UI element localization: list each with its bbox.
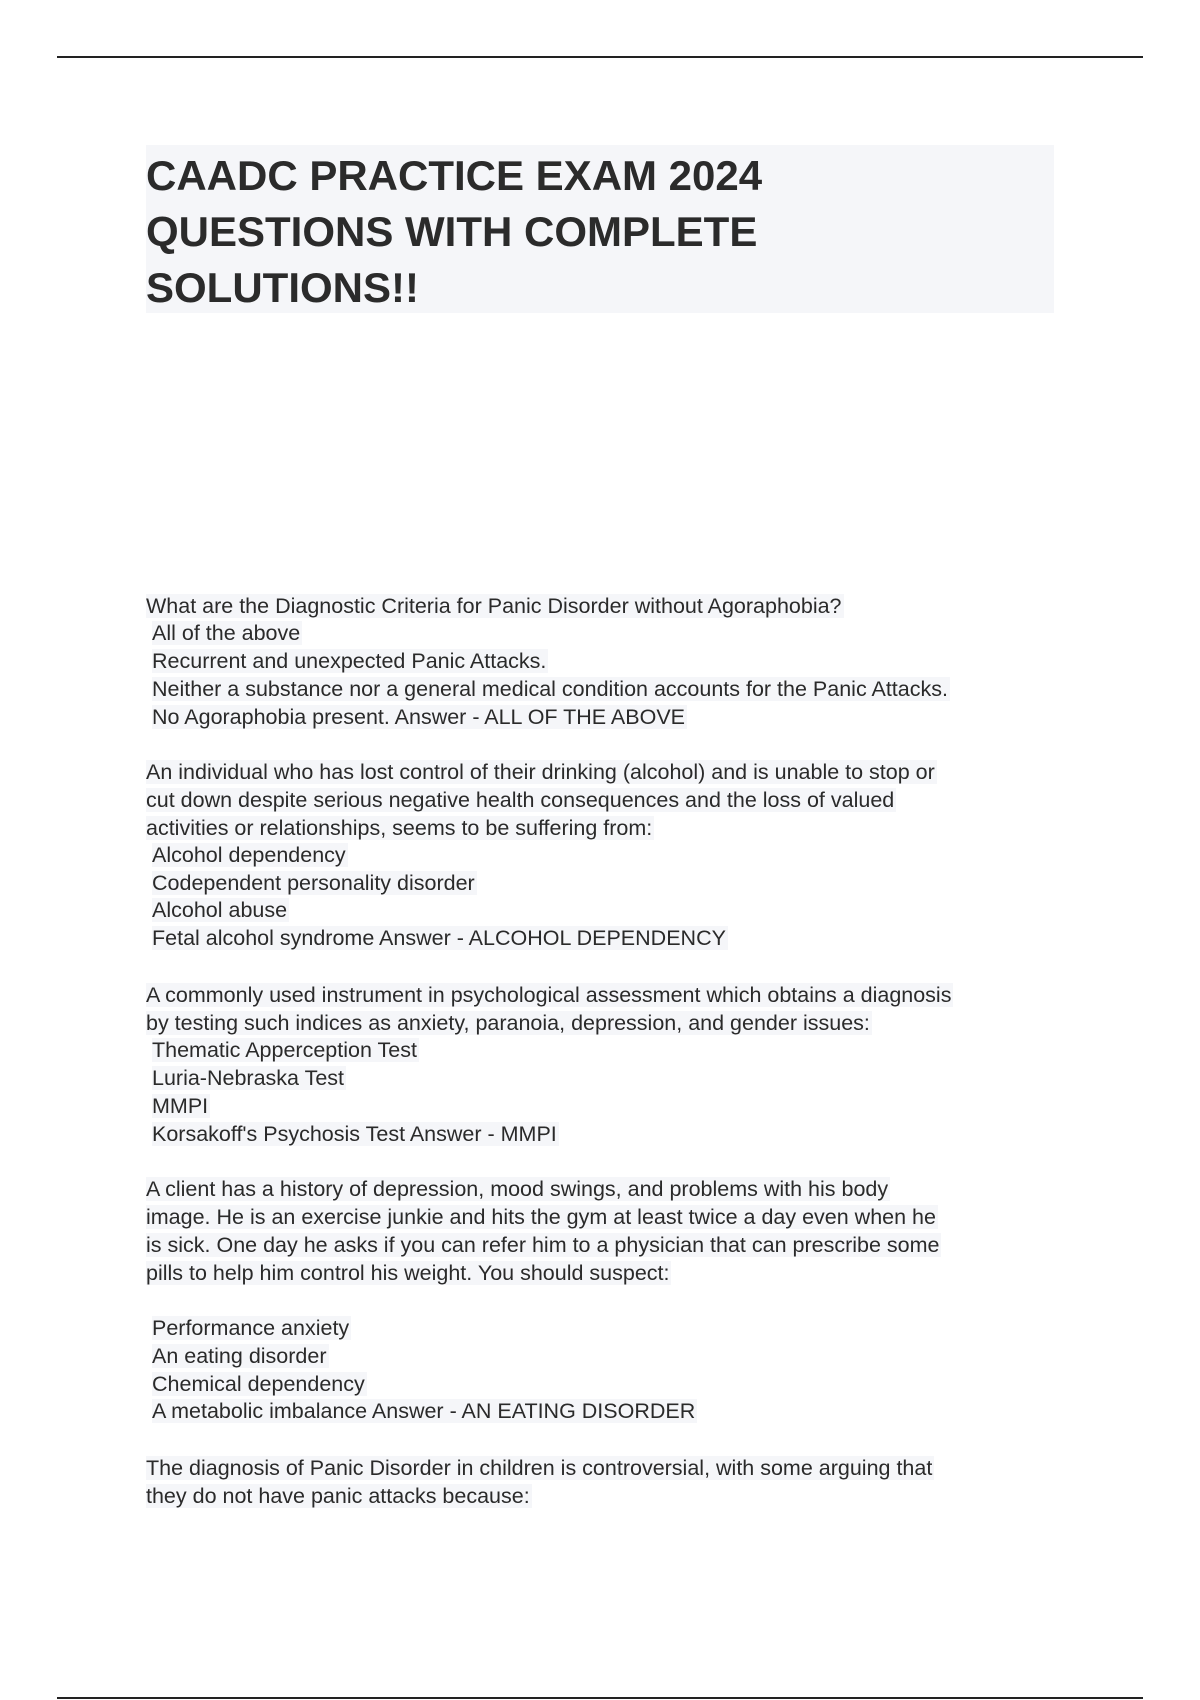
question-5-stem-line-1: The diagnosis of Panic Disorder in children is controversial, with some arguing that: [146, 1456, 933, 1480]
question-4-stem-line-1: A client has a history of depression, mood swings, and problems with his body: [146, 1177, 889, 1201]
question-4-option-4-answer: A metabolic imbalance Answer - AN EATING DISORDER: [152, 1399, 696, 1423]
question-1-option-4-answer: No Agoraphobia present. Answer - ALL OF THE ABOVE: [152, 705, 686, 729]
question-4-stem-line-2: image. He is an exercise junkie and hits the gym at least twice a day even when he: [146, 1205, 936, 1229]
question-5-stem-line-2: they do not have panic attacks because:: [146, 1484, 530, 1508]
question-2-stem-line-3: activities or relationships, seems to be suffering from:: [146, 816, 653, 840]
question-2-option-1: Alcohol dependency: [152, 843, 346, 867]
question-2-option-2: Codependent personality disorder: [152, 871, 475, 895]
question-2-option-3: Alcohol abuse: [152, 898, 288, 922]
question-1-option-3: Neither a substance nor a general medical condition accounts for the Panic Attacks.: [152, 677, 948, 701]
question-1-option-1: All of the above: [152, 621, 301, 645]
question-3-option-2: Luria-Nebraska Test: [152, 1066, 344, 1090]
question-4-option-2: An eating disorder: [152, 1344, 327, 1368]
question-3-stem-line-1: A commonly used instrument in psychological assessment which obtains a diagnosis: [146, 983, 952, 1007]
question-2-stem-line-2: cut down despite serious negative health consequences and the loss of valued: [146, 788, 895, 812]
question-3-option-3: MMPI: [152, 1094, 209, 1118]
question-3-option-4-answer: Korsakoff's Psychosis Test Answer - MMPI: [152, 1122, 557, 1146]
question-2-stem-line-1: An individual who has lost control of their drinking (alcohol) and is unable to stop or: [146, 760, 935, 784]
document-title-line-2: QUESTIONS WITH COMPLETE: [146, 208, 758, 255]
question-3-stem-line-2: by testing such indices as anxiety, paranoia, depression, and gender issues:: [146, 1011, 870, 1035]
question-1-stem-line-1: What are the Diagnostic Criteria for Panic Disorder without Agoraphobia?: [146, 594, 842, 618]
bottom-rule: [57, 1697, 1143, 1699]
top-rule: [57, 56, 1143, 58]
question-4-stem-line-4: pills to help him control his weight. You should suspect:: [146, 1261, 670, 1285]
document-title-line-1: CAADC PRACTICE EXAM 2024: [146, 152, 763, 199]
question-4-option-1: Performance anxiety: [152, 1316, 350, 1340]
document-title-line-3: SOLUTIONS!!: [146, 264, 419, 311]
question-2-option-4-answer: Fetal alcohol syndrome Answer - ALCOHOL DEPENDENCY: [152, 926, 726, 950]
question-1-option-2: Recurrent and unexpected Panic Attacks.: [152, 649, 547, 673]
document-title-block: [146, 145, 1054, 313]
question-4-stem-line-3: is sick. One day he asks if you can refer him to a physician that can prescribe some: [146, 1233, 940, 1257]
question-3-option-1: Thematic Apperception Test: [152, 1038, 417, 1062]
question-4-option-3: Chemical dependency: [152, 1372, 365, 1396]
